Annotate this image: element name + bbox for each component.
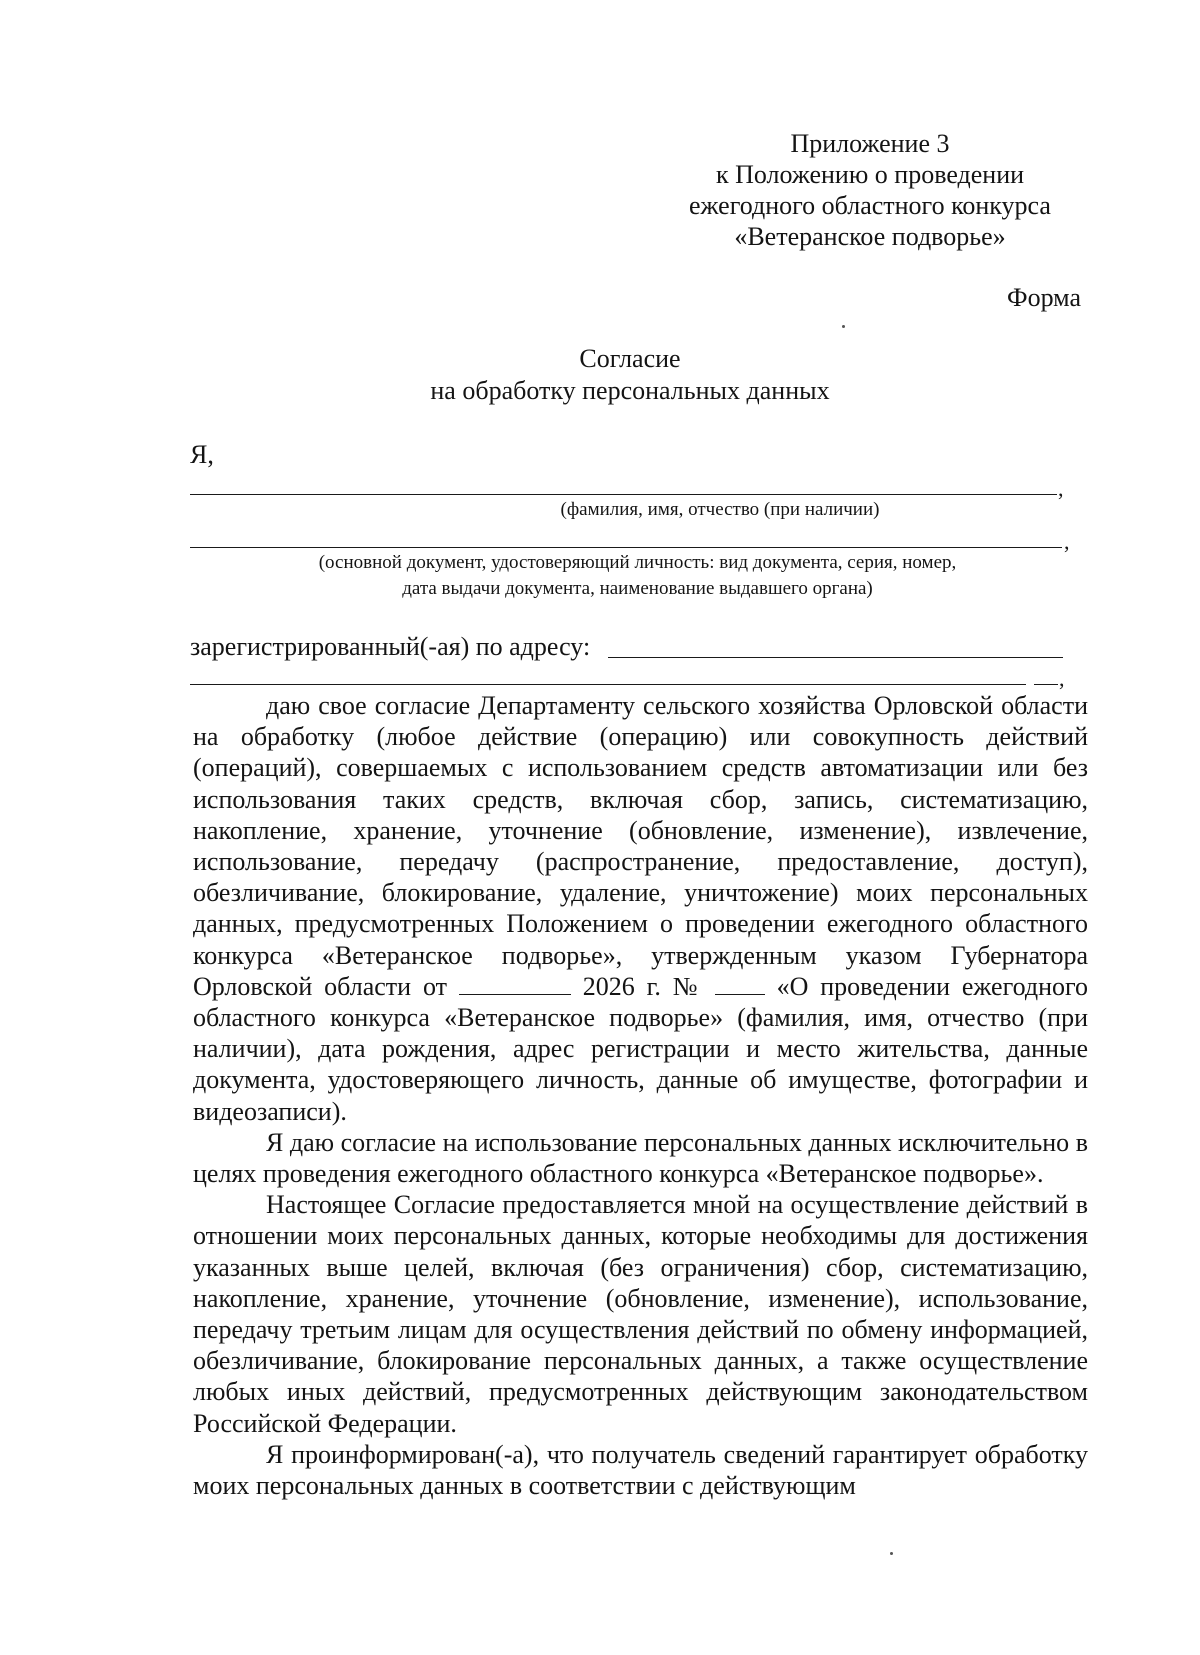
decree-date-blank[interactable]	[459, 974, 571, 995]
appendix-reference-contest: ежегодного областного конкурса	[689, 191, 1051, 220]
ya-label: Я,	[190, 440, 214, 469]
form-label: Форма	[1007, 283, 1081, 312]
document-title	[380, 343, 880, 407]
title-consent: Согласие	[579, 344, 681, 373]
scan-speck	[842, 325, 845, 328]
consent-paragraph-1	[193, 690, 1088, 1127]
consent-paragraph-1-end: «О проведении ежегодного областного конкурса «Ветеранское подворье» (фамилия, имя, отчество (при наличии), дата рождения, адрес регистрации и место жительства, данные документа, удостоверяющего личность, данные об имуществе, фотографии и видеозаписи).	[193, 971, 1089, 1126]
appendix-reference: к Положению о проведении	[715, 160, 1025, 189]
consent-body	[193, 690, 1088, 1501]
title-subject: на обработку персональных данных	[430, 376, 830, 405]
id-document-caption	[190, 550, 1085, 602]
address-blank-line-2[interactable]	[190, 684, 1026, 685]
id-document-caption-line1: (основной документ, удостоверяющий личность: вид документа, серия, номер,	[318, 552, 957, 573]
appendix-contest-name: «Ветеранское подворье»	[734, 222, 1006, 251]
consent-paragraph-2: Я даю согласие на использование персональных данных исключительно в целях проведения ежегодного областного конкурса «Ветеранское подворье».	[193, 1127, 1088, 1189]
address-blank-line[interactable]	[608, 657, 1063, 658]
address-label: зарегистрированный(-ая) по адресу:	[190, 632, 591, 661]
decree-year: 2026 г. №	[582, 971, 703, 1001]
address-comma: ,	[1059, 666, 1065, 691]
id-document-blank-line[interactable]	[190, 547, 1062, 548]
decree-number-blank[interactable]	[715, 974, 765, 995]
appendix-number: Приложение 3	[790, 129, 950, 158]
consent-paragraph-3: Настоящее Согласие предоставляется мной на осуществление действий в отношении моих персональных данных, которые необходимы для достижения указанных выше целей, включая (без ограничения) сбор, систематизацию, накопление, хранение, уточнение (обновление, изменение), использование, передачу третьим лицам для осуществления действий по обмену информацией, обезличивание, блокирование персональных данных, а также осуществление любых иных действий, предусмотренных действующим законодательством Российской Федерации.	[193, 1190, 1088, 1438]
id-document-comma: ,	[1064, 529, 1070, 554]
scan-speck	[890, 1552, 893, 1555]
fio-comma: ,	[1058, 476, 1064, 501]
fio-caption: (фамилия, имя, отчество (при наличии)	[560, 499, 880, 520]
consent-paragraph-4: Я проинформирован(-а), что получатель сведений гарантирует обработку моих персональных данных в соответствии с действующим	[193, 1439, 1088, 1501]
id-document-caption-line2: дата выдачи документа, наименование выдавшего органа)	[402, 578, 873, 599]
fio-blank-line[interactable]	[190, 494, 1057, 495]
appendix-header	[640, 128, 1100, 252]
consent-paragraph-1-start: даю свое согласие Департаменту сельского хозяйства Орловской области на обработку (любое действие (операцию) или совокупность действий (операций), совершаемых с использованием средств автоматизации или без использования таких средств, включая сбор, запись, систематизацию, накопление, хранение, уточнение (обновление, изменение), извлечение, использование, передачу (распространение, предоставление, доступ), обезличивание, блокирование, удаление, уничтожение) моих персональных данных, предусмотренных Положением о проведении ежегодного областного конкурса «Ветеранское подворье», утвержденным указом Губернатора Орловской области от	[193, 691, 1088, 1001]
address-blank-line-2-tail	[1034, 684, 1058, 685]
